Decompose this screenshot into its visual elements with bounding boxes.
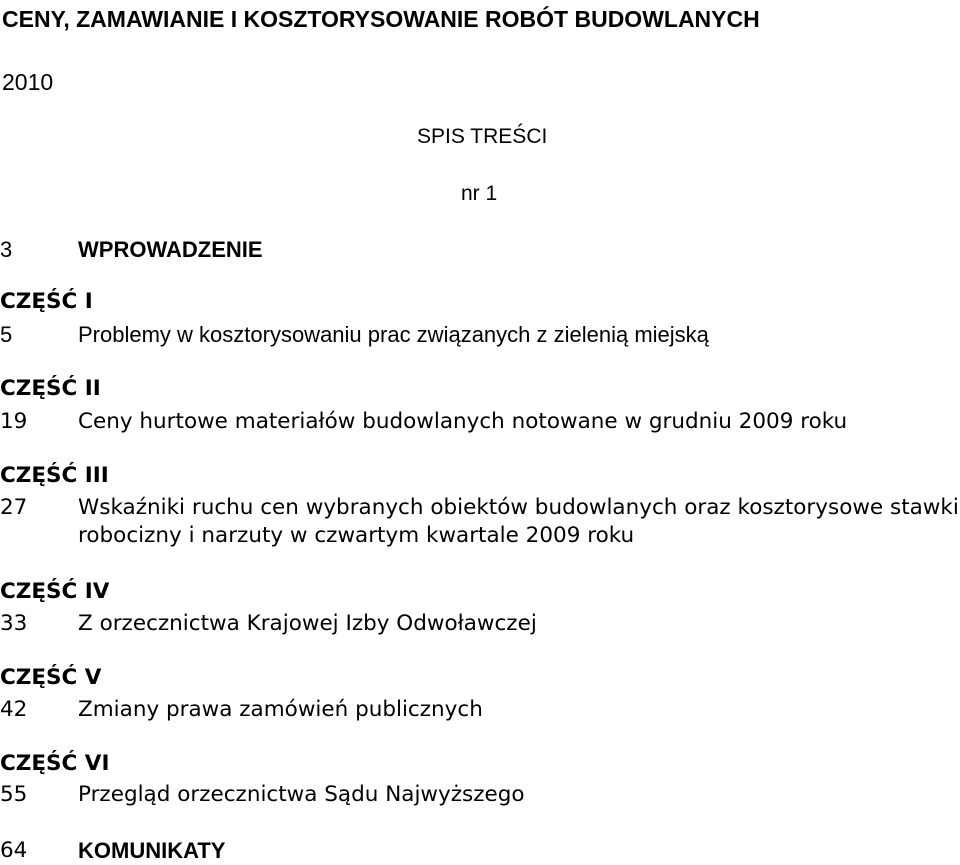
entry-title: Ceny hurtowe materiałów budowlanych notowane w grudniu 2009 roku (78, 409, 848, 434)
entry-title: Przegląd orzecznictwa Sądu Najwyższego (78, 782, 525, 807)
part-label-3: CZĘŚĆ III (0, 463, 109, 488)
part-label-2: CZĘŚĆ II (0, 376, 101, 401)
entry-title: KOMUNIKATY (78, 838, 226, 863)
page-number: 55 (0, 782, 28, 807)
toc-heading: SPIS TREŚCI (417, 125, 548, 148)
part-label-6: CZĘŚĆ VI (0, 751, 110, 776)
page-number: 19 (0, 409, 28, 434)
part-label-1: CZĘŚĆ I (0, 289, 93, 314)
entry-title: WPROWADZENIE (78, 237, 263, 262)
page-number: 3 (0, 237, 13, 262)
page-number: 64 (0, 838, 28, 863)
entry-title: Problemy w kosztorysowaniu prac związanych z zielenią miejską (78, 322, 709, 347)
page-number: 33 (0, 611, 28, 636)
page-number: 27 (0, 495, 28, 520)
entry-title: Wskaźniki ruchu cen wybranych obiektów budowlanych oraz kosztorysowe stawki robocizny i narzuty w czwartym kwartale 2009 roku (78, 495, 959, 548)
page-number: 5 (0, 322, 13, 347)
document-title: CENY, ZAMAWIANIE I KOSZTORYSOWANIE ROBÓT BUDOWLANYCH (2, 6, 760, 32)
part-label-4: CZĘŚĆ IV (0, 579, 110, 604)
part-label-5: CZĘŚĆ V (0, 665, 102, 690)
document-year: 2010 (2, 69, 54, 95)
entry-title: Z orzecznictwa Krajowej Izby Odwoławczej (78, 611, 537, 636)
entry-title: Zmiany prawa zamówień publicznych (78, 697, 483, 722)
page-number: 42 (0, 697, 28, 722)
issue-number: nr 1 (461, 182, 498, 205)
